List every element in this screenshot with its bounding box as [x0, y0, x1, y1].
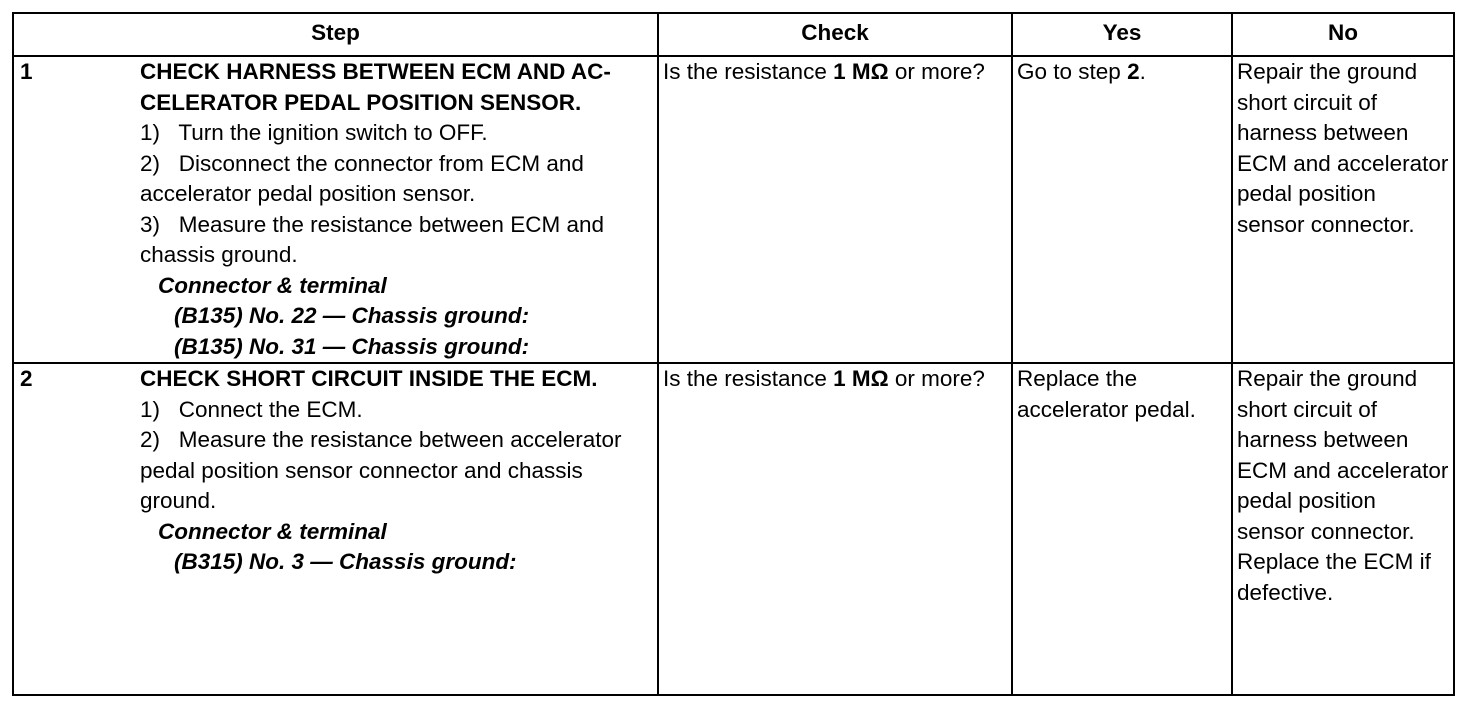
yes-text-suffix: . [1139, 59, 1146, 84]
step-number: 1 [20, 59, 33, 84]
check-text-prefix: Is the resistance [663, 366, 834, 391]
header-row [13, 13, 1454, 56]
table-row [13, 56, 1454, 363]
step-number: 2 [20, 366, 33, 391]
connector-heading: Connector & terminal [158, 272, 387, 298]
yes-cell [1012, 56, 1232, 363]
step-cell [13, 363, 658, 695]
instruction-item: 1) Connect the ECM. [140, 396, 363, 422]
terminal-spec: (B315) No. 3 — Chassis ground: [174, 549, 517, 574]
diagnostic-table [12, 12, 1455, 696]
check-text-suffix: or more? [888, 59, 985, 84]
check-value: 1 MΩ [833, 366, 889, 391]
no-cell: Repair the ground short circuit of harness between ECM and accelerator pedal position sensor connector. Replace the ECM if defective. [1232, 363, 1454, 695]
table-row [13, 363, 1454, 695]
header-no: No [1232, 13, 1454, 56]
instruction-item: 1) Turn the ignition switch to OFF. [140, 120, 488, 145]
step-title: CHECK SHORT CIRCUIT INSIDE THE ECM. [140, 366, 598, 391]
check-text-suffix: or more? [888, 366, 985, 391]
no-cell: Repair the ground short circuit of harness between ECM and accelerator pedal position sensor connector. [1232, 56, 1454, 363]
instruction-item: 2) Measure the resistance between accelerator pedal position sensor connector and chassis ground. [140, 427, 628, 513]
header-yes: Yes [1012, 13, 1232, 56]
step-title: CHECK HARNESS BETWEEN ECM AND AC- CELERATOR PEDAL POSITION SENSOR. [140, 59, 611, 115]
check-cell [658, 56, 1012, 363]
instruction-item: 3) Measure the resistance between ECM and chassis ground. [140, 211, 611, 267]
header-check: Check [658, 13, 1012, 56]
check-cell [658, 363, 1012, 695]
check-text-prefix: Is the resistance [663, 59, 834, 84]
terminal-spec: (B135) No. 22 — Chassis ground: [174, 303, 530, 328]
instruction-item: 2) Disconnect the connector from ECM and accelerator pedal position sensor. [140, 150, 591, 206]
connector-heading: Connector & terminal [158, 518, 387, 544]
yes-text-prefix: Go to step [1017, 59, 1128, 84]
terminal-spec: (B135) No. 31 — Chassis ground: [174, 333, 530, 359]
yes-step-ref: 2 [1127, 59, 1140, 84]
header-step: Step [13, 13, 658, 56]
step-cell [13, 56, 658, 363]
check-value: 1 MΩ [833, 59, 889, 84]
yes-cell: Replace the accelerator pedal. [1012, 363, 1232, 695]
